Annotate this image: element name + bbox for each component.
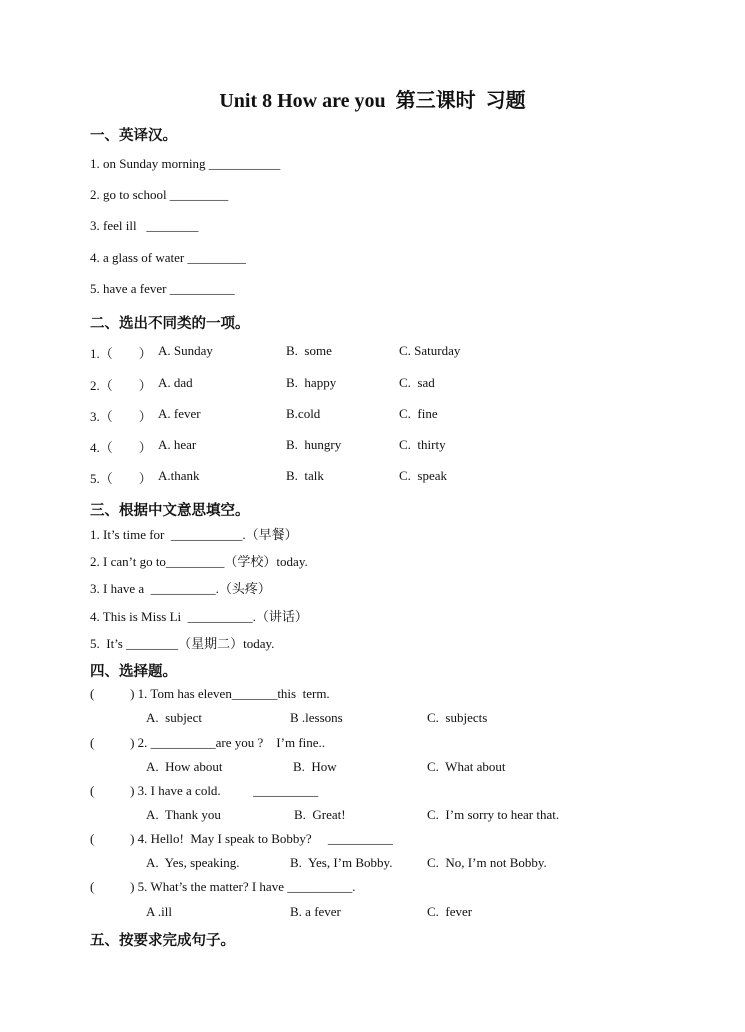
s1-item: 2. go to school _________ — [90, 187, 229, 202]
s3-item: 2. I can’t go to_________（学校）today. — [90, 554, 308, 569]
s4-option-b: B. Yes, I’m Bobby. — [290, 855, 393, 870]
s2-option-a: A. hear — [158, 437, 197, 452]
s2-option-a: A.thank — [158, 468, 200, 483]
s4-option-a: A. Yes, speaking. — [146, 855, 240, 870]
s3-item: 4. This is Miss Li __________.（讲话） — [90, 609, 308, 624]
s4-option-c: C. I’m sorry to hear that. — [427, 807, 560, 822]
section-3-heading: 三、根据中文意思填空。 — [90, 503, 250, 519]
s2-row-number: 5.（ ） — [90, 471, 152, 486]
s4-question: ( ) 2. __________are you ? I’m fine.. — [90, 735, 326, 750]
section-2-heading: 二、选出不同类的一项。 — [90, 316, 250, 332]
s2-option-b: B. talk — [286, 468, 324, 483]
s4-option-a: A. Thank you — [146, 807, 221, 822]
s1-item: 1. on Sunday morning ___________ — [90, 156, 281, 171]
s4-question: ( ) 3. I have a cold. __________ — [90, 783, 319, 798]
s2-option-c: C. speak — [399, 468, 448, 483]
s2-option-b: B.cold — [286, 406, 321, 421]
s2-option-b: B. some — [286, 343, 332, 358]
s4-question: ( ) 1. Tom has eleven_______this term. — [90, 686, 330, 701]
section-5-heading: 五、按要求完成句子。 — [90, 933, 235, 949]
s3-item: 3. I have a __________.（头疼） — [90, 581, 271, 596]
s4-option-b: B. Great! — [294, 807, 346, 822]
section-4-heading: 四、选择题。 — [90, 664, 177, 680]
s2-option-c: C. fine — [399, 406, 438, 421]
s4-option-a: A .ill — [146, 904, 173, 919]
s4-question: ( ) 5. What’s the matter? I have __________. — [90, 879, 356, 894]
s2-option-c: C. Saturday — [399, 343, 461, 358]
s3-item: 1. It’s time for ___________.（早餐） — [90, 527, 298, 542]
s4-option-c: C. fever — [427, 904, 473, 919]
s4-option-c: C. No, I’m not Bobby. — [427, 855, 547, 870]
s2-row-number: 2.（ ） — [90, 378, 152, 393]
s3-item: 5. It’s ________（星期二）today. — [90, 636, 275, 651]
s2-option-c: C. thirty — [399, 437, 446, 452]
s4-option-b: B .lessons — [290, 710, 343, 725]
s2-option-b: B. hungry — [286, 437, 342, 452]
s4-option-a: A. How about — [146, 759, 223, 774]
section-1-heading: 一、英译汉。 — [90, 128, 177, 144]
s2-option-b: B. happy — [286, 375, 337, 390]
s4-option-b: B. a fever — [290, 904, 341, 919]
s2-option-a: A. dad — [158, 375, 193, 390]
page-title: Unit 8 How are you 第三课时 习题 — [219, 90, 526, 112]
s1-item: 4. a glass of water _________ — [90, 250, 246, 265]
s4-option-b: B. How — [293, 759, 337, 774]
s4-question: ( ) 4. Hello! May I speak to Bobby? __________ — [90, 831, 393, 846]
s4-option-c: C. subjects — [427, 710, 488, 725]
s1-item: 5. have a fever __________ — [90, 281, 235, 296]
s2-row-number: 4.（ ） — [90, 440, 152, 455]
s4-option-a: A. subject — [146, 710, 202, 725]
s1-item: 3. feel ill ________ — [90, 218, 199, 233]
s2-option-c: C. sad — [399, 375, 435, 390]
s2-row-number: 1.（ ） — [90, 346, 152, 361]
s2-option-a: A. Sunday — [158, 343, 213, 358]
s2-row-number: 3.（ ） — [90, 409, 152, 424]
s2-option-a: A. fever — [158, 406, 201, 421]
s4-option-c: C. What about — [427, 759, 506, 774]
